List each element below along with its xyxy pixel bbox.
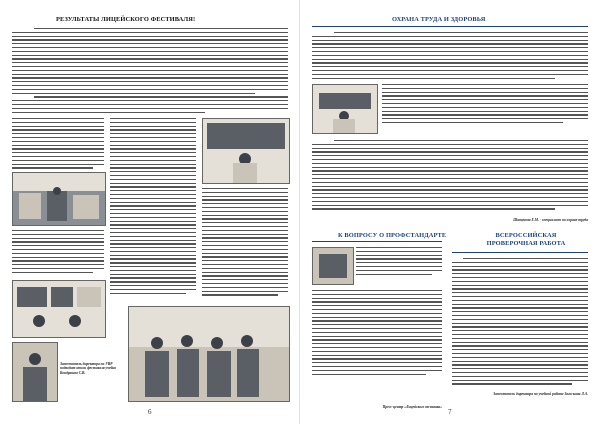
photo-profstandard [312,247,354,285]
right-page-number: 7 [448,408,452,416]
labor-safety-signature: Шатунова Е.М. - специалист по охране труда [513,218,588,222]
labor-safety-article-3 [312,140,588,212]
photo-classroom-boards [12,280,106,338]
left-page-number: 6 [148,408,152,416]
left-column-text-2 [12,230,104,276]
left-photo-caption: Заместитель директора по УВР подводит итоги фестиваля учебно Кондрашов С.В. [60,362,117,375]
vpr-title: ВСЕРОССИЙСКАЯ ПРОВЕРОЧНАЯ РАБОТА [486,232,566,247]
vpr-caption: Заместитель директора по учебной работе Загоскина Л.А. [493,392,588,396]
labor-safety-article [312,32,588,81]
left-column-text [12,118,104,171]
left-page-title: РЕЗУЛЬТАТЫ ЛИЦЕЙСКОГО ФЕСТИВАЛЯ! [56,16,196,23]
vpr-article [452,258,588,387]
photo-group-award [128,306,290,402]
left-article-intro [12,28,288,115]
photo-presenter [202,118,290,184]
right-column-text [202,188,288,298]
title-rule-vpr [452,252,588,253]
photo-students-hall [12,172,106,226]
photo-teacher-speaking [12,342,58,402]
profstandard-intro [356,247,442,277]
title-rule-top [312,26,588,27]
profstandard-title: К ВОПРОСУ О ПРОФСТАНДАРТЕ [338,232,447,239]
photo-labor-safety [312,84,378,134]
title-rule-mid [312,241,442,242]
right-page [300,0,600,424]
labor-safety-article-2 [382,84,588,126]
profstandard-signature: Пресс-центр «Лицейского вестника» [382,405,442,409]
right-top-title: ОХРАНА ТРУДА И ЗДОРОВЬЯ [392,16,486,23]
profstandard-article [312,290,442,377]
middle-column-text [110,118,196,296]
